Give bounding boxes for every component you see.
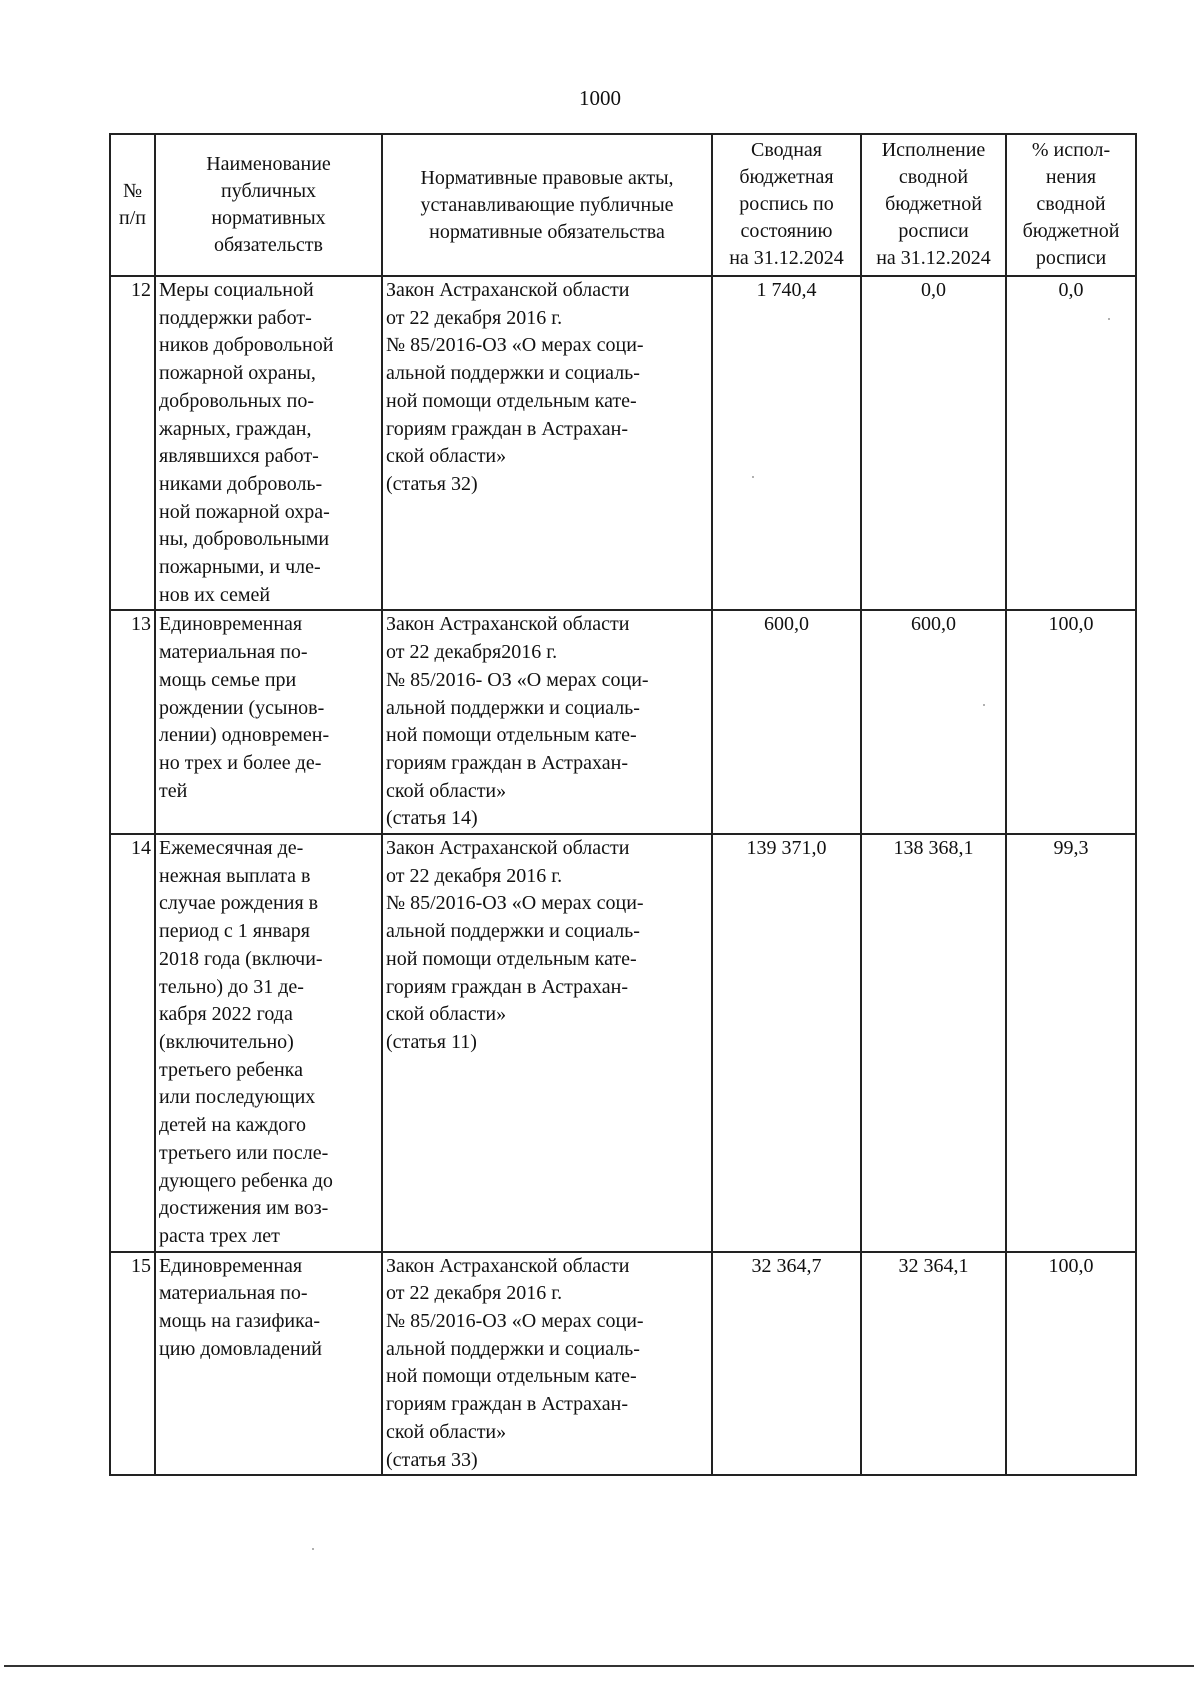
text-line: ной помощи отдельным кате- (386, 947, 637, 970)
text-line: (статья 11) (386, 1030, 477, 1053)
text-line: случае рождения в (159, 892, 319, 915)
text-line: рождении (усынов- (159, 696, 325, 719)
page-number: 1000 (579, 86, 621, 110)
text-line: материальная по- (159, 641, 308, 664)
text-line: п/п (119, 207, 146, 229)
text-line: цию домовладений (159, 1337, 322, 1360)
text-line: (включительно) (159, 1030, 294, 1053)
text-line: нения (1045, 166, 1097, 188)
text-line: гориям граждан в Астрахан- (386, 1393, 629, 1416)
text-line: нежная выплата в (159, 864, 311, 887)
text-line: жарных, граждан, (159, 417, 312, 440)
text-line: Закон Астраханской области (386, 837, 630, 860)
text-line: № 85/2016- ОЗ «О мерах соци- (386, 668, 649, 691)
text-line: альной поддержки и социаль- (386, 1337, 640, 1360)
text-line: Ежемесячная де- (159, 837, 304, 860)
text-line: № 85/2016-ОЗ «О мерах соци- (386, 892, 644, 915)
text-line: раста трех лет (159, 1224, 280, 1247)
header-row-number (110, 134, 155, 276)
table-row (110, 834, 1136, 1252)
planned-value: 1 740,4 (712, 276, 861, 610)
row-number: 13 (110, 610, 155, 834)
text-line: роспись по (739, 193, 834, 215)
text-line: Единовременная (159, 1254, 303, 1277)
text-line: тельно) до 31 де- (159, 975, 304, 998)
text-line: Сводная (750, 139, 823, 161)
text-line: пожарной охраны, (159, 362, 316, 385)
text-line: бюджетной (1022, 220, 1120, 242)
legal-act (382, 610, 712, 834)
header-obligation-name (155, 134, 382, 276)
text-line: альной поддержки и социаль- (386, 696, 640, 719)
text-line: сводной (898, 166, 969, 188)
percent-value: 100,0 (1006, 610, 1136, 834)
text-line: никами доброволь- (159, 472, 323, 495)
obligations-table (109, 133, 1137, 1476)
text-line: от 22 декабря2016 г. (386, 641, 558, 664)
text-line: гориям граждан в Астрахан- (386, 417, 629, 440)
text-line: кабря 2022 года (159, 1003, 293, 1026)
legal-act (382, 1252, 712, 1476)
text-line: устанавливающие публичные (420, 193, 674, 216)
text-line: лении) одновремен- (159, 724, 330, 747)
text-line: третьего или после- (159, 1141, 329, 1164)
text-line: нормативные обязательства (429, 220, 665, 243)
text-line: но трех и более де- (159, 751, 322, 774)
text-line: гориям граждан в Астрахан- (386, 751, 629, 774)
text-line: (статья 14) (386, 807, 478, 830)
text-line: поддержки работ- (159, 306, 312, 329)
planned-value: 600,0 (712, 610, 861, 834)
text-line: росписи (1035, 247, 1107, 269)
row-number: 12 (110, 276, 155, 610)
text-line: ников добровольной (159, 334, 334, 357)
text-line: ной помощи отдельным кате- (386, 389, 637, 412)
executed-value: 600,0 (861, 610, 1006, 834)
text-line: бюджетная (739, 166, 834, 188)
text-line: дующего ребенка до (159, 1169, 333, 1192)
text-line: % испол- (1031, 139, 1111, 161)
text-line: (статья 33) (386, 1448, 478, 1471)
legal-act (382, 834, 712, 1252)
text-line: или последующих (159, 1086, 316, 1109)
obligation-name (155, 276, 382, 610)
text-line: добровольных по- (159, 389, 314, 412)
text-line: № 85/2016-ОЗ «О мерах соци- (386, 334, 644, 357)
table-row (110, 610, 1136, 834)
text-line: ской области» (386, 1003, 507, 1026)
executed-value: 32 364,1 (861, 1252, 1006, 1476)
text-line: росписи (898, 220, 969, 242)
text-line: альной поддержки и социаль- (386, 920, 640, 943)
text-line: (статья 32) (386, 472, 478, 495)
obligation-name (155, 1252, 382, 1476)
legal-act (382, 276, 712, 610)
text-line: от 22 декабря 2016 г. (386, 306, 563, 329)
text-line: на 31.12.2024 (729, 247, 844, 269)
text-line: Закон Астраханской области (386, 279, 630, 301)
header-legal-acts (382, 134, 712, 276)
text-line: № 85/2016-ОЗ «О мерах соци- (386, 1310, 644, 1333)
text-line: ской области» (386, 445, 507, 468)
table-row (110, 276, 1136, 610)
text-line: пожарными, и чле- (159, 556, 321, 579)
executed-value: 138 368,1 (861, 834, 1006, 1252)
header-execution (861, 134, 1006, 276)
text-line: детей на каждого (159, 1114, 306, 1137)
row-number: 15 (110, 1252, 155, 1476)
percent-value: 0,0 (1006, 276, 1136, 610)
text-line: сводной (1036, 193, 1106, 215)
text-line: бюджетной (885, 193, 982, 215)
text-line: нормативных (211, 207, 326, 229)
text-line: являвшихся работ- (159, 445, 319, 468)
text-line: на 31.12.2024 (876, 247, 991, 269)
text-line: альной поддержки и социаль- (386, 362, 640, 385)
text-line: ны, добровольными (159, 528, 330, 551)
text-line: Единовременная (159, 613, 303, 636)
text-line: Закон Астраханской области (386, 1254, 630, 1277)
bottom-rule (4, 1665, 1194, 1667)
text-line: ной пожарной охра- (159, 500, 330, 523)
obligation-name (155, 834, 382, 1252)
text-line: публичных (221, 180, 316, 202)
text-line: период с 1 января (159, 920, 310, 943)
text-line: нов их семей (159, 583, 271, 606)
planned-value: 139 371,0 (712, 834, 861, 1252)
text-line: Меры социальной (159, 279, 314, 301)
text-line: Закон Астраханской области (386, 613, 630, 636)
text-line: гориям граждан в Астрахан- (386, 975, 629, 998)
table-header-row (110, 134, 1136, 276)
obligation-name (155, 610, 382, 834)
text-line: ской области» (386, 1420, 507, 1443)
text-line: ной помощи отдельным кате- (386, 1365, 637, 1388)
text-line: мощь на газифика- (159, 1310, 321, 1333)
text-line: Исполнение (881, 139, 986, 161)
text-line: Нормативные правовые акты, (420, 166, 674, 189)
header-execution-percent (1006, 134, 1136, 276)
text-line: 2018 года (включи- (159, 947, 323, 970)
text-line: от 22 декабря 2016 г. (386, 864, 563, 887)
text-line: ной помощи отдельным кате- (386, 724, 637, 747)
percent-value: 100,0 (1006, 1252, 1136, 1476)
text-line: № (122, 180, 143, 202)
text-line: ской области» (386, 779, 507, 802)
text-line: мощь семье при (159, 668, 297, 691)
text-line: тей (159, 779, 188, 802)
text-line: обязательств (214, 234, 323, 256)
row-number: 14 (110, 834, 155, 1252)
executed-value: 0,0 (861, 276, 1006, 610)
header-planned-budget (712, 134, 861, 276)
text-line: от 22 декабря 2016 г. (386, 1282, 563, 1305)
text-line: третьего ребенка (159, 1058, 303, 1081)
percent-value: 99,3 (1006, 834, 1136, 1252)
text-line: состоянию (740, 220, 833, 242)
table-row (110, 1252, 1136, 1476)
planned-value: 32 364,7 (712, 1252, 861, 1476)
text-line: достижения им воз- (159, 1197, 329, 1220)
text-line: материальная по- (159, 1282, 308, 1305)
text-line: Наименование (206, 153, 331, 175)
